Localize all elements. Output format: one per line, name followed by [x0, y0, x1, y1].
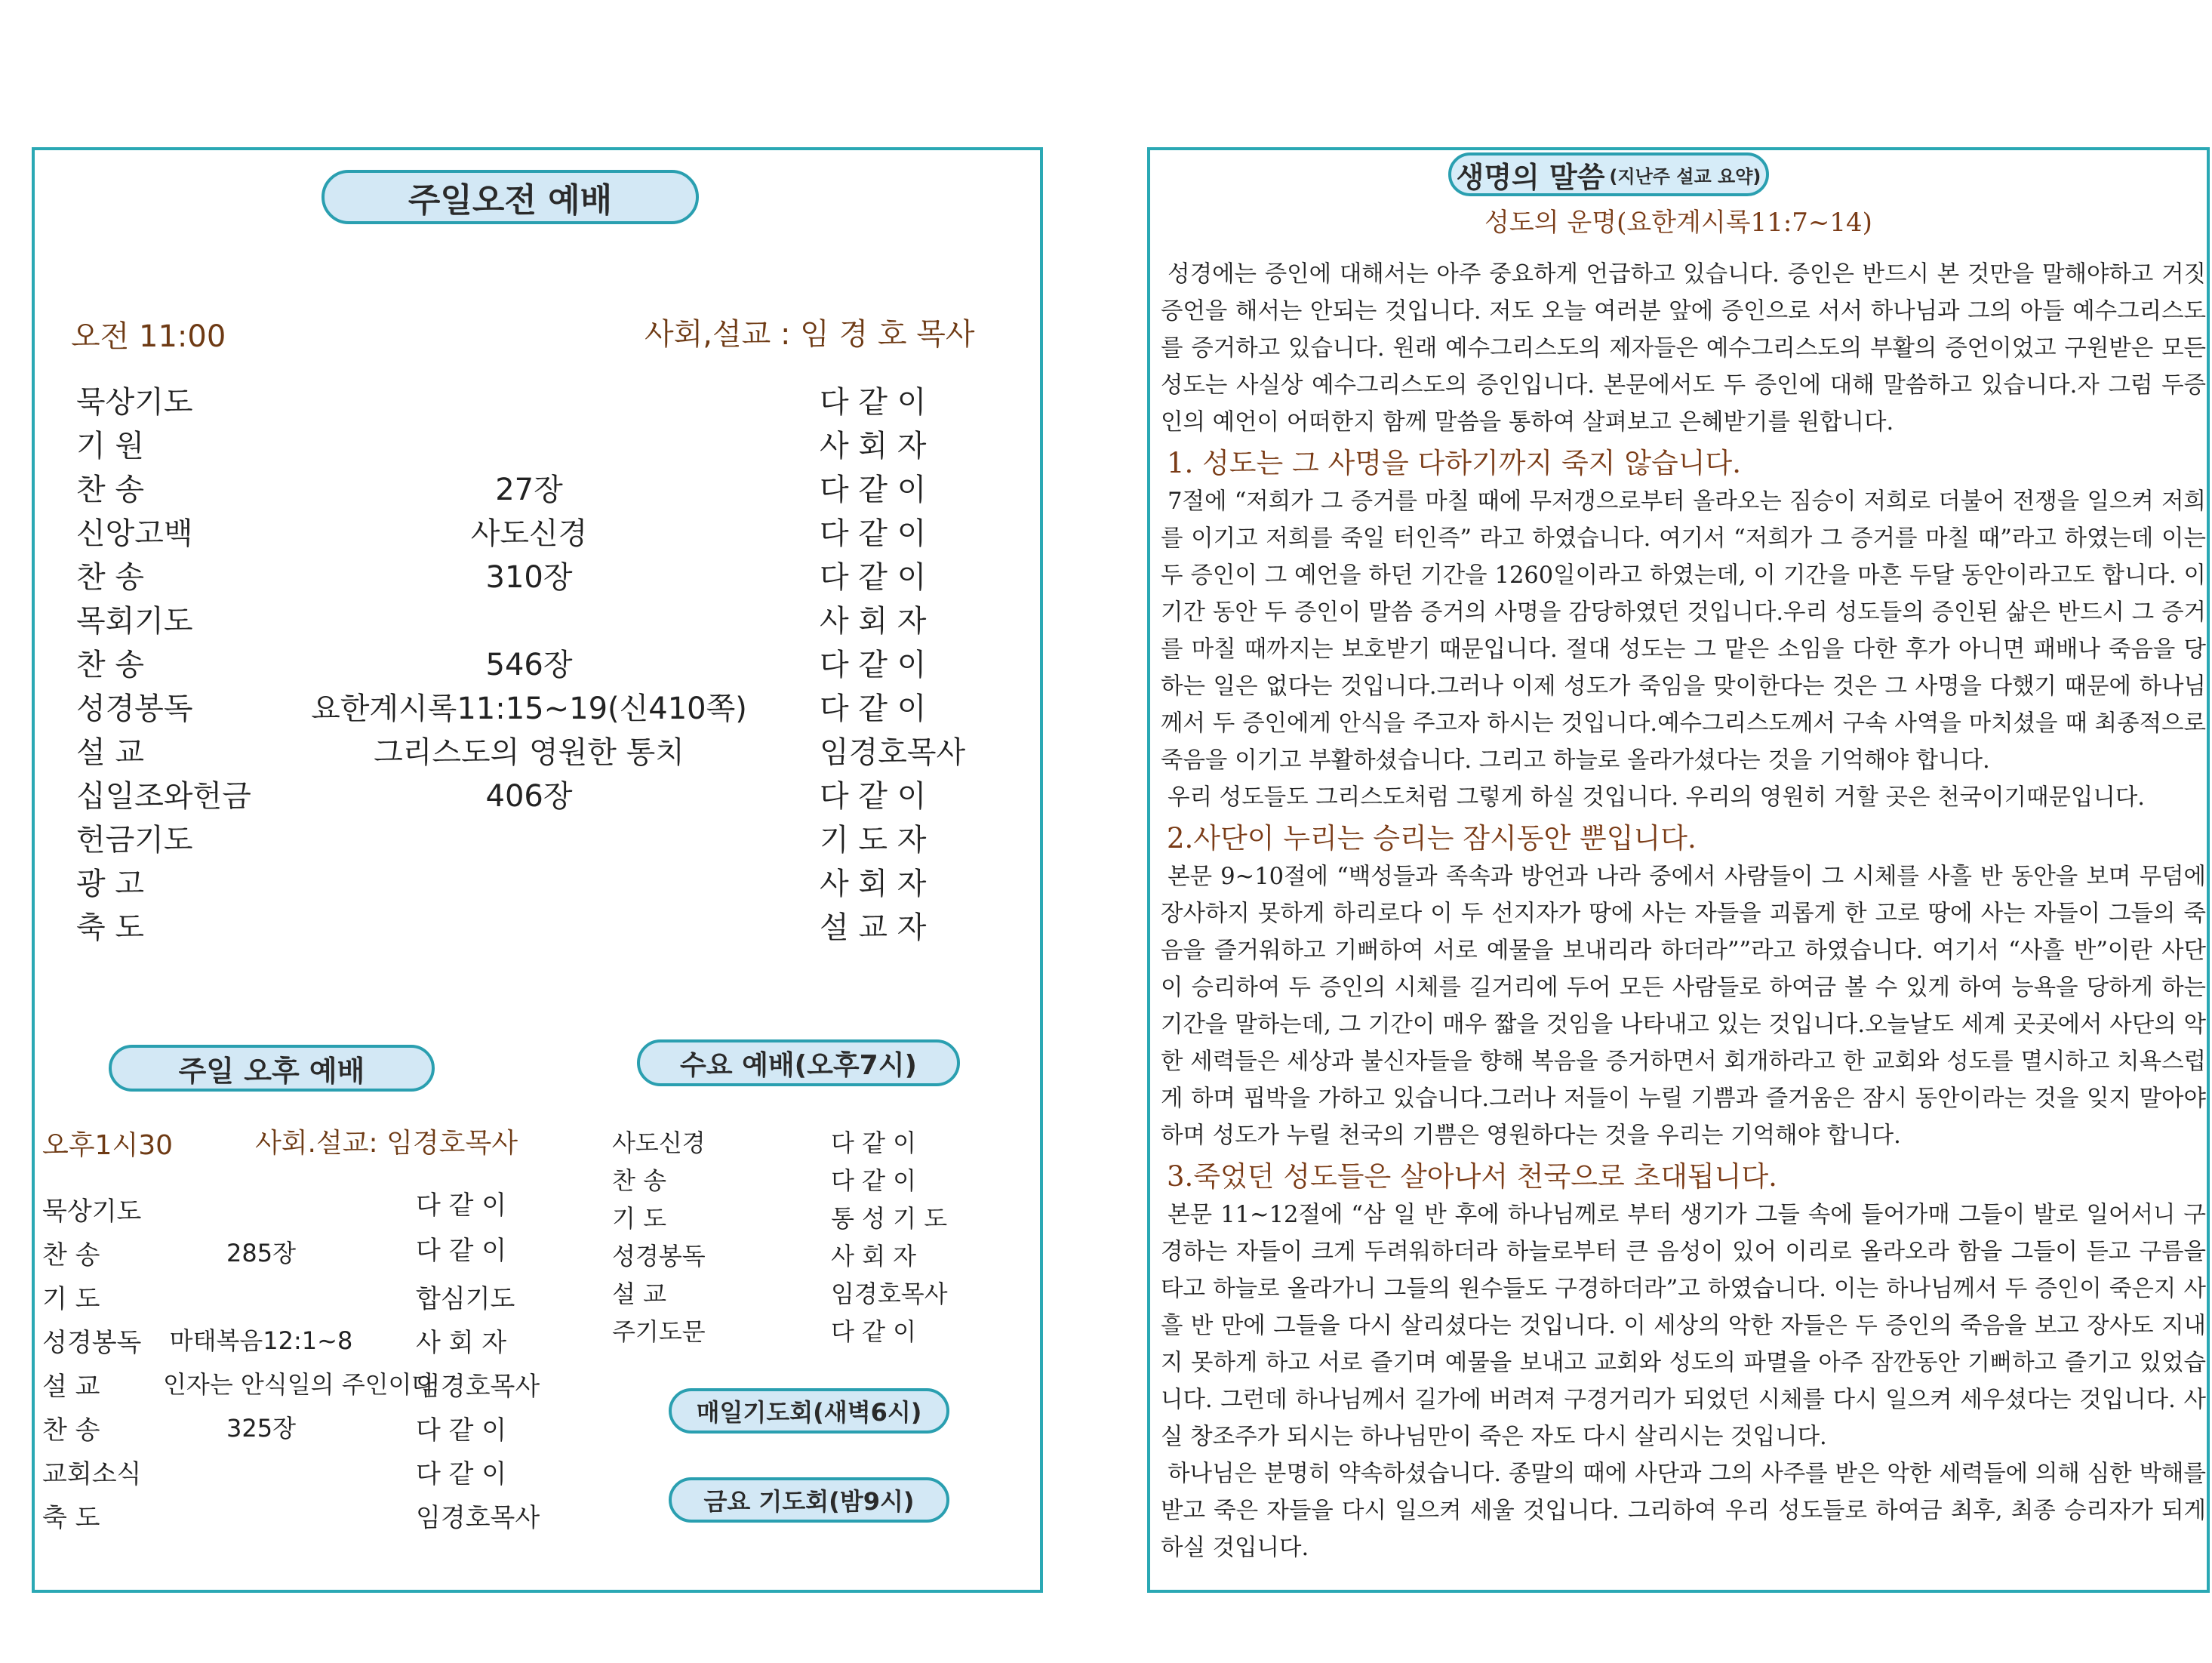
- pm-leader: 임경호목사: [416, 1503, 540, 1533]
- order-row: [76, 860, 982, 904]
- order-row: [76, 597, 982, 641]
- afternoon-time: 오후1시30: [42, 1130, 174, 1161]
- wed-order-row: [612, 1162, 1004, 1200]
- order-leader: 설 교 자: [820, 910, 927, 945]
- pm-leader: 다 같 이: [416, 1190, 507, 1221]
- wednesday-service-title: [637, 1039, 960, 1086]
- order-detail: 310장: [485, 560, 573, 595]
- order-item: 광 고: [76, 867, 144, 901]
- wed-order-row: [612, 1200, 1004, 1237]
- wed-item: 기 도: [612, 1204, 666, 1233]
- order-leader: 기 도 자: [820, 823, 927, 858]
- friday-prayer-text: 금요 기도회(밤9시): [703, 1487, 915, 1516]
- worship-order-panel: [32, 147, 1043, 1593]
- pm-leader: 사 회 자: [416, 1328, 507, 1358]
- daily-prayer-text: 매일기도회(새벽6시): [696, 1398, 922, 1427]
- order-leader: 다 같 이: [820, 691, 927, 726]
- order-item: 목회기도: [76, 604, 193, 639]
- order-detail: 27장: [495, 473, 563, 507]
- order-item: 찬 송: [76, 473, 144, 507]
- friday-prayer-title: [669, 1477, 949, 1523]
- sermon-point-1: 1. 성도는 그 사명을 다하기까지 죽지 않습니다.: [1167, 447, 1741, 479]
- pm-order-row: [42, 1366, 571, 1405]
- order-row: [76, 466, 982, 510]
- pm-leader: 다 같 이: [416, 1459, 507, 1489]
- wed-leader: 다 같 이: [831, 1129, 917, 1157]
- order-leader: 다 같 이: [820, 648, 927, 682]
- order-leader: 사 회 자: [820, 604, 927, 639]
- order-leader: 다 같 이: [820, 779, 927, 814]
- pm-detail: 285장: [226, 1239, 296, 1267]
- order-row: [76, 728, 982, 772]
- order-detail: 그리스도의 영원한 통치: [374, 735, 685, 770]
- order-leader: 다 같 이: [820, 385, 927, 420]
- wed-leader: 임경호목사: [831, 1280, 948, 1308]
- order-item: 십일조와헌금: [76, 779, 251, 814]
- order-detail: 546장: [485, 648, 573, 682]
- order-leader: 다 같 이: [820, 516, 927, 551]
- order-detail: 요한계시록11:15~19(신410쪽): [311, 691, 747, 726]
- pm-item: 성경봉독: [42, 1328, 142, 1358]
- wed-leader: 통 성 기 도: [831, 1204, 948, 1233]
- pm-leader: 임경호목사: [416, 1372, 540, 1402]
- order-leader: 임경호목사: [820, 735, 966, 770]
- order-item: 헌금기도: [76, 823, 193, 858]
- sermon-subtitle: 성도의 운명(요한계시록11:7~14): [1484, 208, 1872, 238]
- order-item: 축 도: [76, 910, 144, 945]
- order-row: [76, 904, 982, 947]
- pm-item: 찬 송: [42, 1415, 100, 1446]
- order-item: 설 교: [76, 735, 144, 770]
- wed-leader: 사 회 자: [831, 1242, 917, 1270]
- order-row: [76, 510, 982, 553]
- order-leader: 다 같 이: [820, 560, 927, 595]
- wed-order-row: [612, 1124, 1004, 1162]
- pm-detail: 인자는 안식일의 주인이다: [163, 1370, 435, 1399]
- wed-item: 성경봉독: [612, 1242, 706, 1270]
- wed-item: 사도신경: [612, 1129, 706, 1157]
- sermon-point-3: 3.죽었던 성도들은 살아나서 천국으로 초대됩니다.: [1167, 1160, 1777, 1193]
- sermon-paragraph-1: 7절에 “저희가 그 증거를 마칠 때에 무저갱으로부터 올라오는 짐승이 저희로 더불어 전쟁을 일으켜 저희를 이기고 저희를 죽일 터인즉” 라고 하였습니다. 여기서 “저희가 그 증거를 마칠 때”라고 하였는데 이는 두 증인이 그 예언을 하던 기간을 1260일이라고 하였는데, 이 기간을 마흔 두달 동안이라고도 합니다. 이 기간 동안 두 증인이 말씀 증거의 사명을 감당하였던 것입니다.우리 성도들의 증인된 삶은 반드시 그 증거를 마칠 때까지는 보호받기 때문입니다. 절대 성도는 그 맡은 소임을 다한 후가 아니면 패배나 죽음을 당하는 일은 없다는 것입니다.그러나 이제 성도가 죽임을 맞이한다는 것은 그 사명을 다했기 때문에 하나님께서 두 증인에게 안식을 주고자 하시는 것입니다.예수그리스도께서 구속 사역을 마치셨을 때 최종적으로 죽음을 이기고 부활하셨습니다. 그리고 하늘로 올라가셨다는 것을 기억해야 합니다.: [1161, 488, 2206, 774]
- sermon-intro: 성경에는 증인에 대해서는 아주 중요하게 언급하고 있습니다. 증인은 반드시 본 것만을 말해야하고 거짓 증언을 해서는 안되는 것입니다. 저도 오늘 여러분 앞에 증인으로 서서 하나님과 그의 아들 예수그리스도를 증거하고 있습니다. 원래 예수그리스도의 제자들은 예수그리스도의 부활의 증언이었고 구원받은 모든 성도는 사실상 예수그리스도의 증인입니다. 본문에서도 두 증인에 대해 말씀하고 있습니다.자 그럼 두증인의 예언이 어떠한지 함께 말씀을 통하여 살펴보고 은혜받기를 원합니다.: [1161, 261, 2206, 436]
- order-item: 찬 송: [76, 560, 144, 595]
- morning-time: 오전 11:00: [71, 319, 226, 354]
- sermon-paragraph-4: 하나님은 분명히 약속하셨습니다. 종말의 때에 사단과 그의 사주를 받은 악한 세력들에 의해 심한 박해를 받고 죽은 자들을 다시 일으켜 세울 것입니다. 그리하여 우리 성도들로 하여금 최후, 최종 승리자가 되게 하실 것입니다.: [1161, 1461, 2206, 1561]
- sermon-panel: [1147, 147, 2210, 1593]
- pm-item: 찬 송: [42, 1240, 100, 1270]
- pm-detail: 마태복음12:1~8: [169, 1326, 353, 1355]
- wed-order-row: [612, 1275, 1004, 1313]
- sermon-paragraph-3: 본문 11~12절에 “삼 일 반 후에 하나님께로 부터 생기가 그들 속에 들어가매 그들이 발로 일어서니 구경하는 자들이 크게 두려워하더라 하늘로부터 큰 음성이 있어 이리로 올라오라 함을 그들이 듣고 구름을 타고 하늘로 올라가니 그들의 원수들도 구경하더라”고 하였습니다. 이는 하나님께서 두 증인이 죽은지 사흘 반 만에 그들을 다시 살리셨다는 것입니다. 이 세상의 악한 자들은 두 증인의 죽음을 보고 장사도 지내지 못하게 하고 서로 즐기며 예물을 보내고 교회와 성도의 파멸을 아주 잠깐동안 기뻐하고 즐기고 있었습니다. 그런데 하나님께서 길가에 버려져 구경거리가 되었던 시체를 다시 일으켜 세우셨다는 것입니다. 사실 창조주가 되시는 하나님만이 죽은 자도 다시 살리시는 것입니다.: [1161, 1202, 2206, 1450]
- order-leader: 사 회 자: [820, 867, 927, 901]
- order-item: 성경봉독: [76, 691, 193, 726]
- sermon-paragraph-2: 본문 9~10절에 “백성들과 족속과 방언과 나라 중에서 사람들이 그 시체를 사흘 반 동안을 보며 무덤에 장사하지 못하게 하리로다 이 두 선지자가 땅에 사는 자들을 괴롭게 한 고로 땅에 사는 자들이 그들의 죽음을 즐거워하고 기뻐하여 서로 예물을 보내리라 하더라””라고 하였습니다. 여기서 “사흘 반”이란 사단이 승리하여 두 증인의 시체를 길거리에 두어 모든 사람들로 하여금 볼 수 있게 하여 능욕을 당하게 하는 기간을 말하는데, 그 기간이 매우 짧을 것임을 나타내고 있는 것입니다.오늘날도 세계 곳곳에서 사단의 악한 세력들은 세상과 불신자들을 향해 복음을 증거하면서 회개하라고 한 교회와 성도를 멸시하고 치욕스럽게 하며 핍박을 가하고 있습니다.그러나 저들이 누릴 기쁨과 즐거움은 잠시 동안이라는 것을 잊지 말아야 하며 성도가 누릴 천국의 기쁨은 영원하다는 것을 우리는 기억해야 합니다.: [1161, 864, 2206, 1149]
- wed-item: 찬 송: [612, 1166, 666, 1195]
- word-of-life-title-text: 생명의 말씀: [1456, 160, 1605, 194]
- pm-leader: 다 같 이: [416, 1415, 507, 1446]
- wed-item: 주기도문: [612, 1317, 706, 1346]
- pm-item: 설 교: [42, 1372, 100, 1402]
- wed-leader: 다 같 이: [831, 1166, 917, 1195]
- pm-order-row: [42, 1190, 571, 1230]
- order-item: 기 원: [76, 429, 144, 463]
- pm-order-row: [42, 1497, 571, 1536]
- wed-leader: 다 같 이: [831, 1317, 917, 1346]
- pm-order-row: [42, 1453, 571, 1492]
- order-item: 신앙고백: [76, 516, 193, 551]
- sunday-afternoon-title-text: 주일 오후 예배: [178, 1054, 365, 1088]
- pm-order-row: [42, 1322, 571, 1361]
- order-item: 찬 송: [76, 648, 144, 682]
- order-detail: 사도신경: [470, 516, 588, 551]
- sunday-morning-title: [321, 170, 699, 224]
- pm-leader: 합심기도: [416, 1284, 515, 1314]
- order-row: [76, 553, 982, 597]
- order-row: [76, 641, 982, 685]
- sermon-body: [1161, 256, 2206, 1566]
- order-item: 묵상기도: [76, 385, 193, 420]
- order-row: [76, 422, 982, 466]
- order-leader: 다 같 이: [820, 473, 927, 507]
- word-of-life-title: [1448, 152, 1769, 196]
- pm-leader: 다 같 이: [416, 1236, 507, 1266]
- order-row: [76, 816, 982, 860]
- word-of-life-note: (지난주 설교 요약): [1609, 165, 1761, 187]
- pm-order-row: [42, 1278, 571, 1317]
- afternoon-host: 사회.설교: 임경호목사: [255, 1128, 518, 1159]
- pm-order-row: [42, 1234, 571, 1273]
- pm-item: 교회소식: [42, 1459, 142, 1489]
- pm-item: 묵상기도: [42, 1196, 142, 1227]
- order-leader: 사 회 자: [820, 429, 927, 463]
- sunday-afternoon-title: [109, 1045, 435, 1092]
- wed-order-row: [612, 1237, 1004, 1275]
- sermon-paragraph-1b: 우리 성도들도 그리스도처럼 그렇게 하실 것입니다. 우리의 영원히 거할 곳은 천국이기때문입니다.: [1168, 784, 2145, 811]
- order-row: [76, 772, 982, 816]
- pm-item: 기 도: [42, 1284, 100, 1314]
- wednesday-service-title-text: 수요 예배(오후7시): [680, 1049, 917, 1081]
- morning-host: 사회,설교 : 임 경 호 목사: [645, 317, 975, 352]
- order-row: [76, 685, 982, 728]
- daily-prayer-title: [669, 1388, 949, 1434]
- order-row: [76, 378, 982, 422]
- wed-item: 설 교: [612, 1280, 666, 1308]
- sermon-point-2: 2.사단이 누리는 승리는 잠시동안 뿐입니다.: [1167, 822, 1697, 855]
- wed-order-row: [612, 1313, 1004, 1350]
- pm-order-row: [42, 1409, 571, 1449]
- pm-detail: 325장: [226, 1414, 296, 1443]
- sunday-morning-title-text: 주일오전 예배: [408, 181, 613, 220]
- order-detail: 406장: [485, 779, 573, 814]
- pm-item: 축 도: [42, 1503, 100, 1533]
